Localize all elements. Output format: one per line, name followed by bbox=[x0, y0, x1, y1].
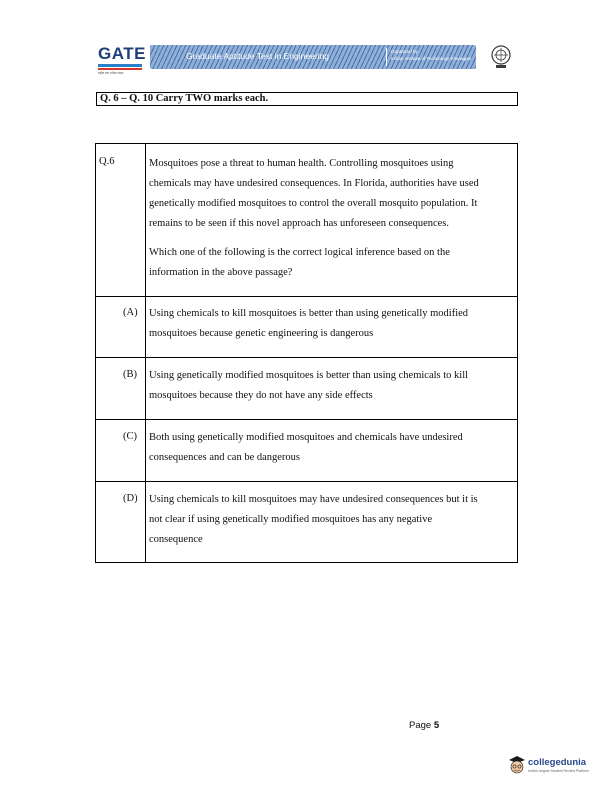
option-line: not clear if using genetically modified mosquitoes has any negative bbox=[149, 514, 433, 525]
option-line: Both using genetically modified mosquitoes and chemicals have undesired bbox=[149, 432, 463, 443]
gate-logo-stripe-red bbox=[98, 68, 142, 70]
gate-logo-text: GATE bbox=[98, 44, 146, 63]
section-header-box bbox=[96, 92, 518, 106]
gate-logo-subtext: राष्ट्रीय स्तर परीक्षा संस्था bbox=[98, 71, 124, 75]
question-stem-line: Mosquitoes pose a threat to human health. Controlling mosquitoes using bbox=[149, 158, 454, 169]
option-d-label[interactable]: (D) bbox=[123, 493, 138, 504]
option-d-text[interactable] bbox=[149, 490, 509, 550]
page-number bbox=[409, 720, 439, 731]
page-header bbox=[96, 40, 522, 78]
gate-logo-stripe bbox=[98, 64, 142, 67]
question-number: Q.6 bbox=[99, 156, 115, 167]
question-table bbox=[95, 143, 518, 563]
table-row-divider bbox=[96, 419, 517, 420]
option-c-label[interactable]: (C) bbox=[123, 431, 137, 442]
option-line: Using chemicals to kill mosquitoes is better than using genetically modified bbox=[149, 308, 469, 319]
question-prompt bbox=[149, 243, 515, 283]
collegedunia-tagline: India's largest Student Review Platform bbox=[528, 769, 589, 773]
table-row-divider bbox=[96, 481, 517, 482]
question-stem bbox=[149, 154, 515, 234]
page-number-value: 5 bbox=[433, 720, 440, 731]
option-line: consequences and can be dangerous bbox=[149, 452, 301, 463]
table-row-divider bbox=[96, 296, 517, 297]
question-stem-line: genetically modified mosquitoes to control the overall mosquito population. It bbox=[149, 198, 478, 209]
question-stem-line: chemicals may have undesired consequences. In Florida, authorities have used bbox=[149, 178, 479, 189]
graduate-face-icon bbox=[508, 754, 526, 776]
banner-organized-by: Organized by bbox=[391, 49, 418, 54]
option-line: Using chemicals to kill mosquitoes may have undesired consequences but it is bbox=[149, 494, 478, 505]
section-title: Q. 6 – Q. 10 Carry TWO marks each. bbox=[100, 93, 269, 104]
banner-divider bbox=[386, 48, 387, 66]
question-prompt-line: information in the above passage? bbox=[149, 267, 293, 278]
collegedunia-wordmark: collegedunia bbox=[528, 757, 587, 768]
option-line: mosquitoes because they do not have any side effects bbox=[149, 390, 373, 401]
question-prompt-line: Which one of the following is the correct logical inference based on the bbox=[149, 247, 450, 258]
gate-logo bbox=[96, 44, 148, 76]
table-row-divider bbox=[96, 357, 517, 358]
table-column-divider bbox=[145, 144, 146, 562]
collegedunia-logo bbox=[508, 754, 612, 778]
option-a-label[interactable]: (A) bbox=[123, 307, 138, 318]
page-label: Page bbox=[409, 720, 432, 731]
banner-organizer: Indian Institute of Technology Kharagpur bbox=[391, 56, 472, 61]
option-a-text[interactable] bbox=[149, 304, 509, 344]
question-stem-line: remains to be seen if this novel approach has unforeseen consequences. bbox=[149, 218, 450, 229]
option-line: consequence bbox=[149, 534, 203, 545]
option-line: Using genetically modified mosquitoes is better than using chemicals to kill bbox=[149, 370, 469, 381]
banner-title: Graduate Aptitude Test in Engineering bbox=[186, 51, 330, 61]
iit-emblem-icon bbox=[490, 44, 512, 70]
header-banner bbox=[150, 45, 476, 69]
option-line: mosquitoes because genetic engineering is dangerous bbox=[149, 328, 374, 339]
option-c-text[interactable] bbox=[149, 428, 509, 468]
option-b-text[interactable] bbox=[149, 366, 509, 406]
option-b-label[interactable]: (B) bbox=[123, 369, 137, 380]
